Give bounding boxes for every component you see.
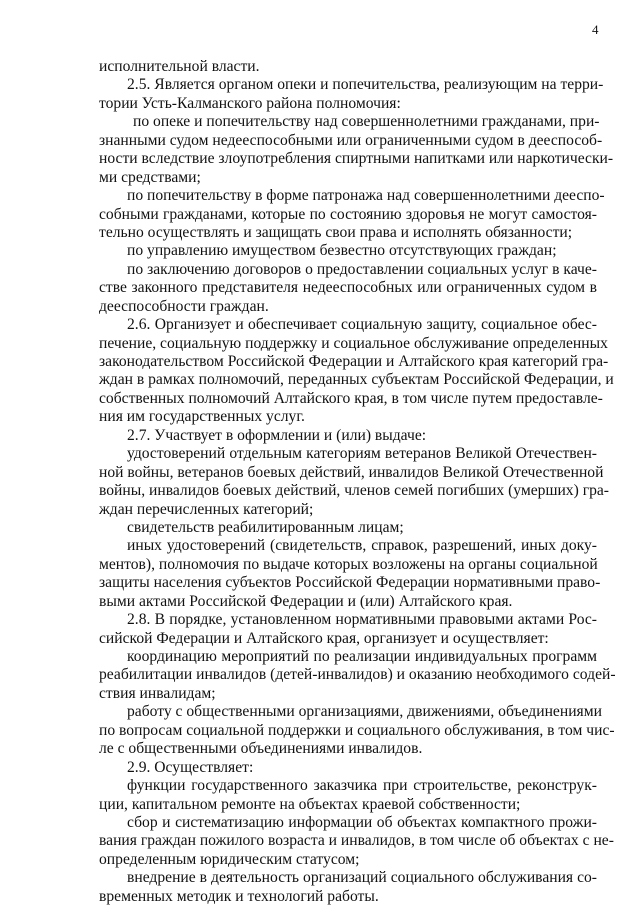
text-line: собственных полномочий Алтайского края, в том числе путем предоставле-	[99, 389, 603, 407]
text-line: по опеке и попечительству над совершеннолетними гражданами, при-	[133, 113, 600, 131]
text-line: по управлению имуществом безвестно отсутствующих граждан;	[127, 242, 557, 260]
text-line: определенным юридическим статусом;	[99, 850, 360, 868]
text-line: ми средствами;	[99, 168, 201, 186]
text-line: координацию мероприятий по реализации индивидуальных программ	[127, 648, 597, 665]
text-line: тельно осуществлять и защищать свои права и исполнять обязанности;	[99, 223, 573, 241]
text-line: защиты населения субъектов Российской Федерации нормативными право-	[99, 574, 601, 592]
text-line: собными гражданами, которые по состоянию здоровья не могут самостоя-	[99, 205, 597, 223]
text-line: тории Усть-Калманского района полномочия:	[99, 94, 401, 112]
text-line: 2.8. В порядке, установленном нормативными правовыми актами Рос-	[127, 611, 597, 629]
text-line: сийской Федерации и Алтайского края, организует и осуществляет:	[99, 629, 549, 647]
text-line: внедрение в деятельность организаций социального обслуживания со-	[127, 869, 597, 887]
text-line: знанными судом недееспособными или ограниченными судом в дееспособ-	[99, 131, 603, 149]
text-line: ствия инвалидам;	[99, 684, 216, 702]
text-line: войны, инвалидов боевых действий, членов семей погибших (умерших) гра-	[99, 482, 610, 500]
text-line: по вопросам социальной поддержки и социального обслуживания, в том чис-	[99, 721, 615, 739]
text-line: работу с общественными организациями, движениями, объединениями	[127, 703, 602, 721]
text-line: законодательством Российской Федерации и Алтайского края категорий гра-	[99, 353, 609, 370]
text-line: ной войны, ветеранов боевых действий, инвалидов Великой Отечественной	[99, 463, 604, 481]
text-line: свидетельств реабилитированным лицам;	[127, 518, 404, 536]
text-line: вания граждан пожилого возраста и инвалидов, в том числе об объектах с не-	[99, 832, 614, 850]
text-line: печение, социальную поддержку и социальное обслуживание определенных	[99, 334, 608, 352]
text-line: по попечительству в форме патронажа над совершеннолетними дееспо-	[127, 187, 605, 205]
text-line: удостоверений отдельным категориям ветеранов Великой Отечествен-	[127, 445, 597, 463]
text-line: 2.9. Осуществляет:	[127, 758, 254, 776]
text-line: выми актами Российской Федерации и (или) Алтайского края.	[99, 592, 513, 610]
text-line: ждан перечисленных категорий;	[99, 500, 314, 518]
text-line: ции, капитальном ремонте на объектах краевой собственности;	[99, 795, 521, 813]
page-number: 4	[592, 22, 599, 37]
text-line: исполнительной власти.	[99, 58, 260, 75]
text-line: функции государственного заказчика при строительстве, реконструк-	[127, 777, 597, 795]
text-line: 2.5. Является органом опеки и попечительства, реализующим на терри-	[127, 76, 604, 94]
text-line: временных методик и технологий работы.	[99, 887, 379, 905]
text-line: реабилитации инвалидов (детей-инвалидов) и оказанию необходимого содей-	[99, 666, 616, 684]
text-line: 2.6. Организует и обеспечивает социальную защиту, социальное обес-	[127, 316, 597, 334]
text-line: иных удостоверений (свидетельств, справок, разрешений, иных доку-	[127, 537, 597, 555]
text-line: ности вследствие злоупотребления спиртными напитками или наркотически-	[99, 150, 614, 168]
text-line: по заключению договоров о предоставлении социальных услуг в каче-	[127, 260, 597, 278]
text-line: стве законного представителя недееспособных или ограниченных судом в	[99, 279, 597, 297]
text-line: дееспособности граждан.	[99, 297, 269, 315]
text-line: ния им государственных услуг.	[99, 408, 305, 426]
text-line: сбор и систематизацию информации об объектах компактного прожи-	[127, 813, 597, 831]
text-line: 2.7. Участвует в оформлении и (или) выдаче:	[127, 426, 427, 444]
text-line: ле с общественными объединениями инвалидов.	[99, 740, 423, 758]
document-body	[99, 58, 616, 906]
text-line: ментов), полномочия по выдаче которых возложены на органы социальной	[99, 555, 598, 573]
text-line: ждан в рамках полномочий, переданных субъектам Российской Федерации, и	[99, 371, 614, 389]
